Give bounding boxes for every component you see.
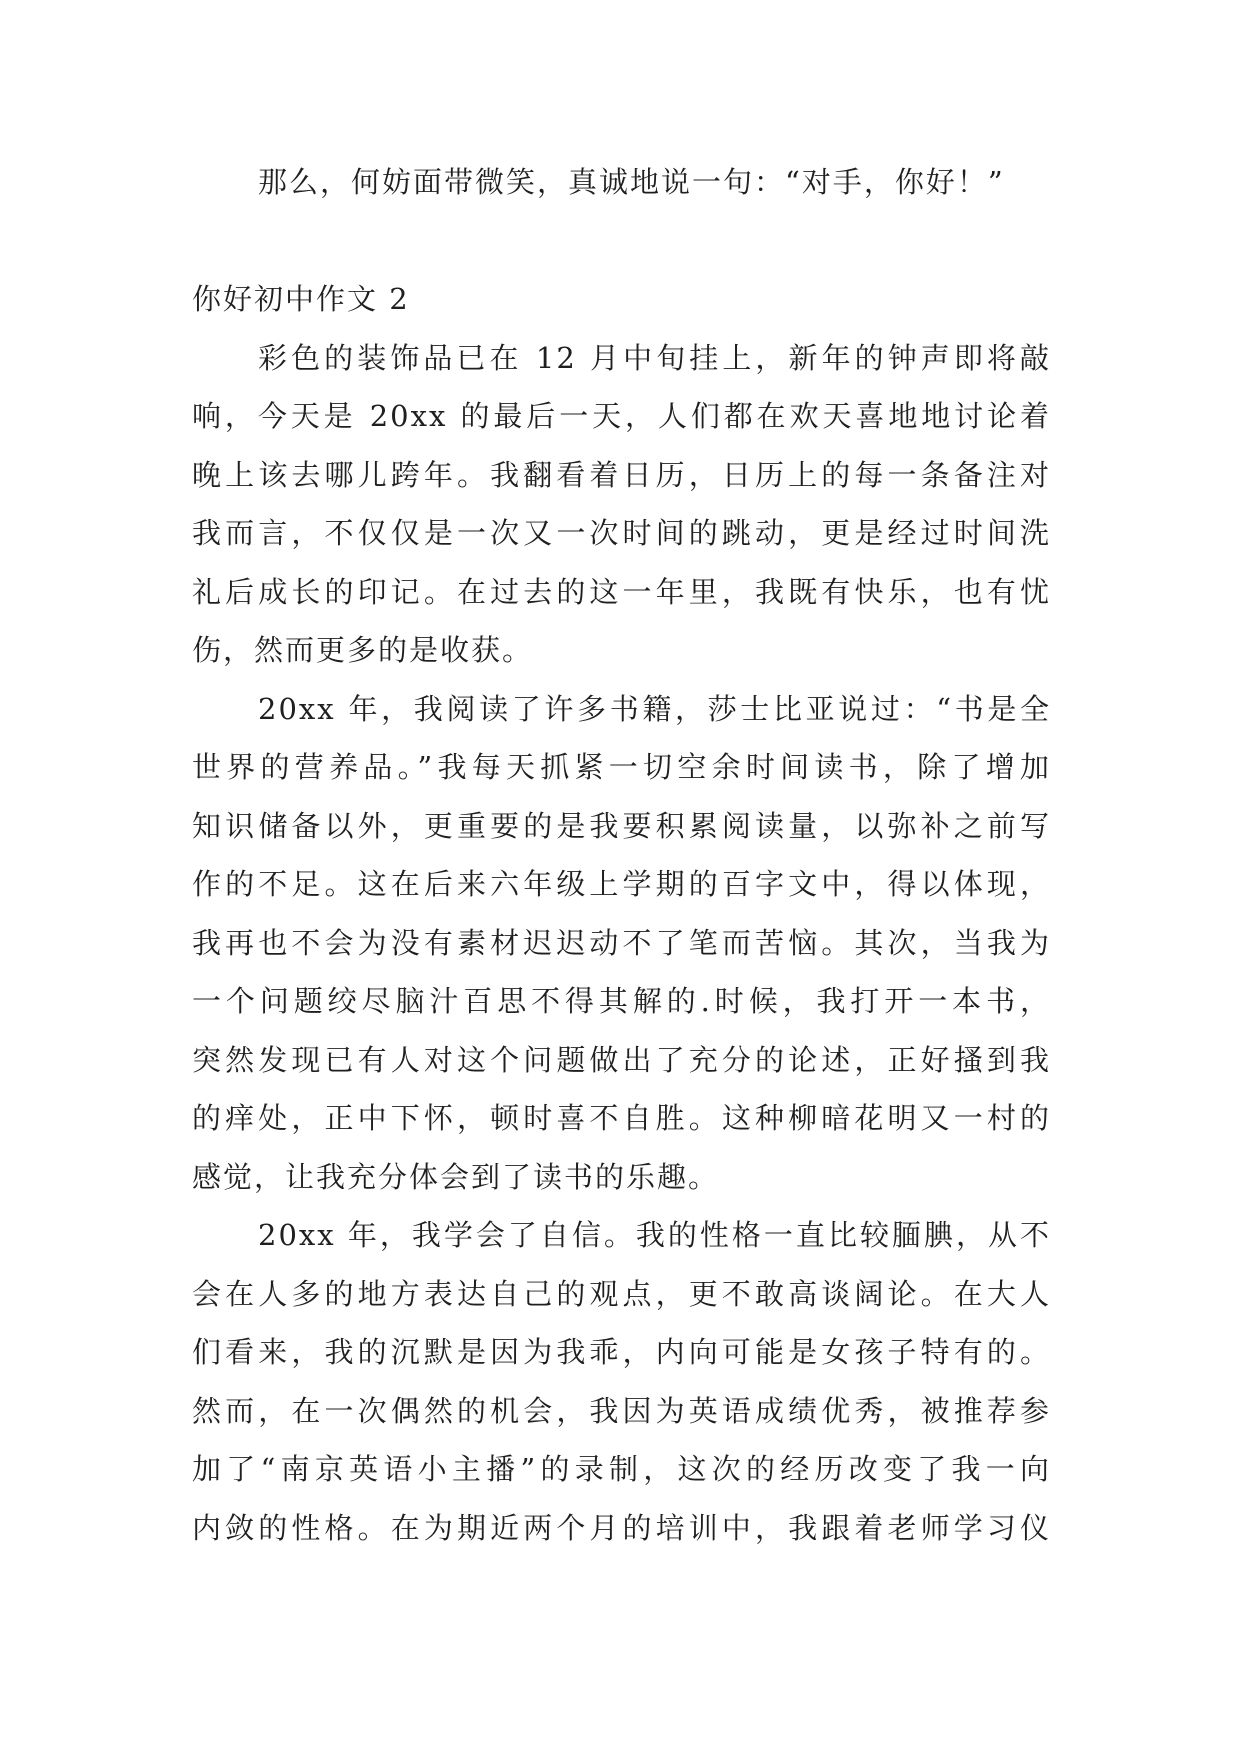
text-line: 作的不足。这在后来六年级上学期的百字文中，得以体现， [192, 867, 1051, 901]
paragraph-1 [192, 329, 1051, 680]
text-line: 突然发现已有人对这个问题做出了充分的论述，正好搔到我 [192, 1042, 1051, 1077]
text-line: 20xx 年，我阅读了许多书籍，莎士比亚说过：“书是全 [258, 691, 1051, 726]
text-line: 们看来，我的沉默是因为我乖，内向可能是女孩子特有的。 [192, 1335, 1051, 1369]
text-line: 知识储备以外，更重要的是我要积累阅读量，以弥补之前写 [192, 808, 1051, 843]
blank-line [192, 212, 1051, 271]
text-line: 世界的营养品。”我每天抓紧一切空余时间读书，除了增加 [192, 750, 1051, 784]
paragraph-2 [192, 680, 1051, 1207]
essay-heading: 你好初中作文 2 [192, 282, 410, 316]
text-line: 彩色的装饰品已在 12 月中旬挂上，新年的钟声即将敲 [258, 340, 1051, 375]
text-line: 响，今天是 20xx 的最后一天，人们都在欢天喜地地讨论着 [192, 399, 1051, 433]
text-line: 加了“南京英语小主播”的录制，这次的经历改变了我一向 [192, 1452, 1051, 1486]
text-line: 一个问题绞尽脑汁百思不得其解的.时候，我打开一本书， [192, 984, 1051, 1018]
document-body [192, 153, 1051, 1557]
text-line: 感觉，让我充分体会到了读书的乐趣。 [192, 1159, 720, 1194]
text-line: 礼后成长的印记。在过去的这一年里，我既有快乐，也有忧 [192, 574, 1051, 609]
text-line: 会在人多的地方表达自己的观点，更不敢高谈阔论。在大人 [192, 1276, 1051, 1311]
text-line: 的痒处，正中下怀，顿时喜不自胜。这种柳暗花明又一村的 [192, 1101, 1051, 1135]
text-line: 内敛的性格。在为期近两个月的培训中，我跟着老师学习仪 [192, 1510, 1051, 1545]
carryover-line: 那么，何妨面带微笑，真诚地说一句：“对手，你好！” [258, 165, 1005, 199]
text-line: 我而言，不仅仅是一次又一次时间的跳动，更是经过时间洗 [192, 516, 1051, 550]
text-line: 然而，在一次偶然的机会，我因为英语成绩优秀，被推荐参 [192, 1393, 1051, 1428]
text-line: 我再也不会为没有素材迟迟动不了笔而苦恼。其次，当我为 [192, 925, 1051, 960]
paragraph-3 [192, 1206, 1051, 1557]
text-line: 晚上该去哪儿跨年。我翻看着日历，日历上的每一条备注对 [192, 457, 1051, 492]
text-line: 20xx 年，我学会了自信。我的性格一直比较腼腆，从不 [258, 1218, 1051, 1252]
text-line: 伤，然而更多的是收获。 [192, 633, 534, 667]
